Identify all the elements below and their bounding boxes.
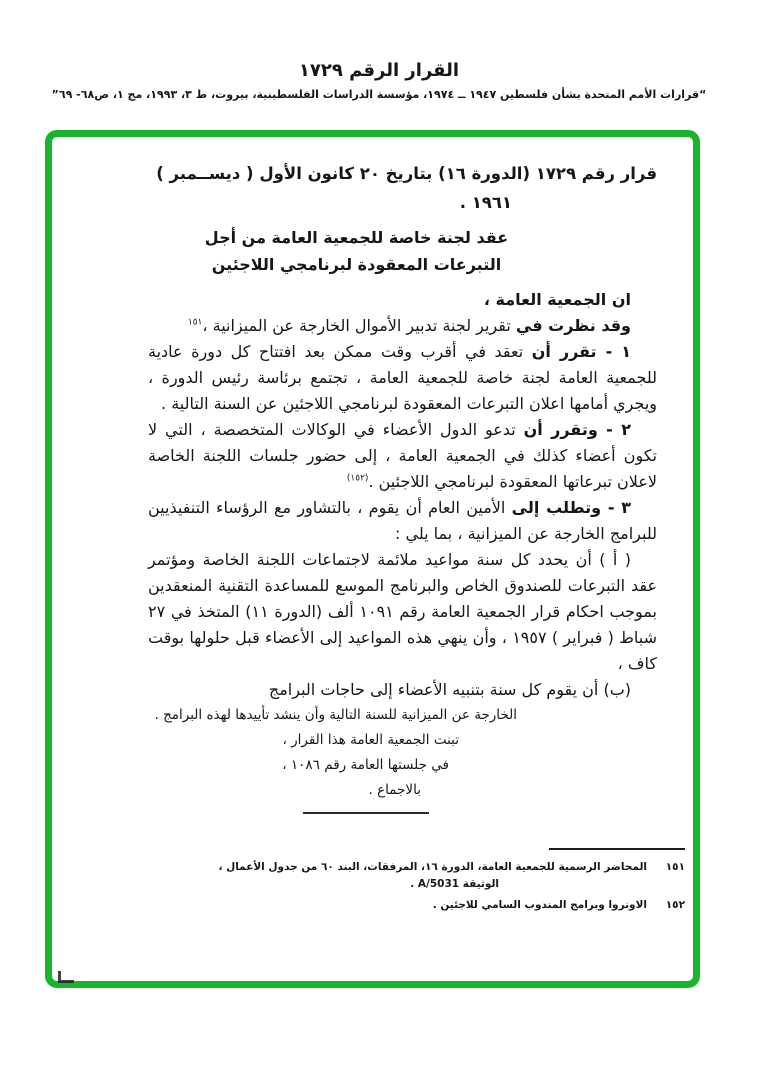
document-header	[0, 60, 758, 101]
green-border-frame	[45, 130, 700, 988]
resolution-subtitle-line1: عقد لجنة خاصة للجمعية العامة من أجل	[204, 228, 509, 247]
paragraph-3-lead: ٣ - وتطلب إلى	[511, 498, 631, 517]
adoption-line-1: تبنت الجمعية العامة هذا القرار ،	[282, 732, 459, 748]
paragraph-considered-text: تقرير لجنة تدبير الأموال الخارجة عن الميزانية ،	[202, 316, 516, 335]
paragraph-2-lead: ٢ - وتقرر أن	[523, 420, 631, 439]
adoption-line-3: بالاجماع .	[368, 782, 421, 798]
paragraph-considered-lead: وقد نظرت في	[515, 316, 631, 335]
paragraph-considered	[148, 313, 657, 339]
paragraph-2	[148, 417, 657, 495]
footnote-ref-152: (١٥٢)	[346, 473, 369, 484]
paragraph-3-text: الأمين العام أن يقوم ، بالتشاور مع الرؤساء التنفيذيين للبرامج الخارجة عن الميزانية ، بما يلي :	[148, 498, 657, 543]
resolution-heading-line1: قرار رقم ١٧٢٩ (الدورة ١٦) بتاريخ ٢٠ كانون الأول ( ديســمبر )	[156, 164, 657, 183]
page-title: القرار الرقم ١٧٢٩	[298, 60, 460, 81]
paragraph-a: ( أ ) أن يحدد كل سنة مواعيد ملائمة لاجتماعات اللجنة الخاصة ومؤتمر عقد التبرعات للصندوق الخاص والبرنامج الموسع للمساعدة التقنية المنعقدين بموجب احكام قرار الجمعية العامة رقم ١٠٩١ ألف (الدورة ١١) المتخذ في ٢٧ شباط ( فبراير ) ١٩٥٧ ، وأن ينهي هذه المواعيد إلى الأعضاء قبل حلولها بوقت كاف ،	[148, 550, 658, 673]
resolution-subtitle-line2: التبرعات المعقودة لبرنامجي اللاجئين	[211, 255, 502, 274]
paragraph-assembly: ان الجمعية العامة ،	[483, 290, 631, 309]
paragraph-1	[148, 339, 657, 417]
closing-block	[148, 703, 657, 803]
footnote-number: ١٥١	[665, 861, 685, 873]
paragraph-b-line1: (ب) أن يقوم كل سنة بتنبيه الأعضاء إلى حاجات البرامج	[268, 680, 631, 699]
footnote-text: الاونروا وبرامج المندوب السامي للاجئين .	[432, 899, 647, 911]
paragraph-b-continuation: الخارجة عن الميزانية للسنة التالية وأن ينشد تأييدها لهذه البرامج .	[154, 707, 517, 723]
resolution-body	[52, 137, 693, 918]
footnote-151-line1: المحاضر الرسمية للجمعية العامة، الدورة ١٦، المرفقات، البند ٦٠ من جدول الأعمال ،	[218, 861, 647, 873]
footnote-number: ١٥٢	[665, 899, 685, 911]
footnote-text	[218, 859, 647, 893]
paragraph-1-lead: ١ - تقرر أن	[531, 342, 631, 361]
footnote-151-line2: الوثيقة A/5031 .	[410, 878, 499, 890]
paragraph-1-text: تعقد في أقرب وقت ممكن بعد افتتاح كل دورة عادية للجمعية العامة لجنة خاصة للجمعية العامة ، تجتمع برئاسة رئيس الدورة ، ويجري أمامها اعلان التبرعات المعقودة لبرنامجي اللاجئين عن السنة التالية .	[148, 342, 657, 413]
footnote-ref-151: ١٥١	[187, 317, 203, 328]
resolution-subtitle	[148, 224, 565, 278]
paragraph-3	[148, 495, 657, 547]
resolution-heading-line2: ١٩٦١ .	[459, 193, 512, 212]
scan-artifact	[58, 971, 74, 983]
footnote-152	[265, 897, 685, 914]
adoption-line-2: في جلستها العامة رقم ١٠٨٦ ،	[282, 757, 449, 773]
end-rule	[303, 812, 429, 814]
footnote-separator-rule	[549, 848, 685, 850]
footnotes-section	[218, 848, 685, 914]
footnote-151	[218, 859, 685, 893]
paragraph-2-text: تدعو الدول الأعضاء في الوكالات المتخصصة ، التي لا تكون أعضاء كذلك في الجمعية العامة ، إلى حضور جلسات اللجنة الخاصة لاعلان تبرعاتها المعقودة لبرنامجي اللاجئين .	[148, 420, 657, 491]
citation-line: “قرارات الأمم المتحدة بشأن فلسطين ١٩٤٧ ــ ١٩٧٤، مؤسسة الدراسات الفلسطينية، بيروت، ط ٣، ١٩٩٣، مج ١، ص٦٨- ٦٩”	[51, 88, 707, 101]
